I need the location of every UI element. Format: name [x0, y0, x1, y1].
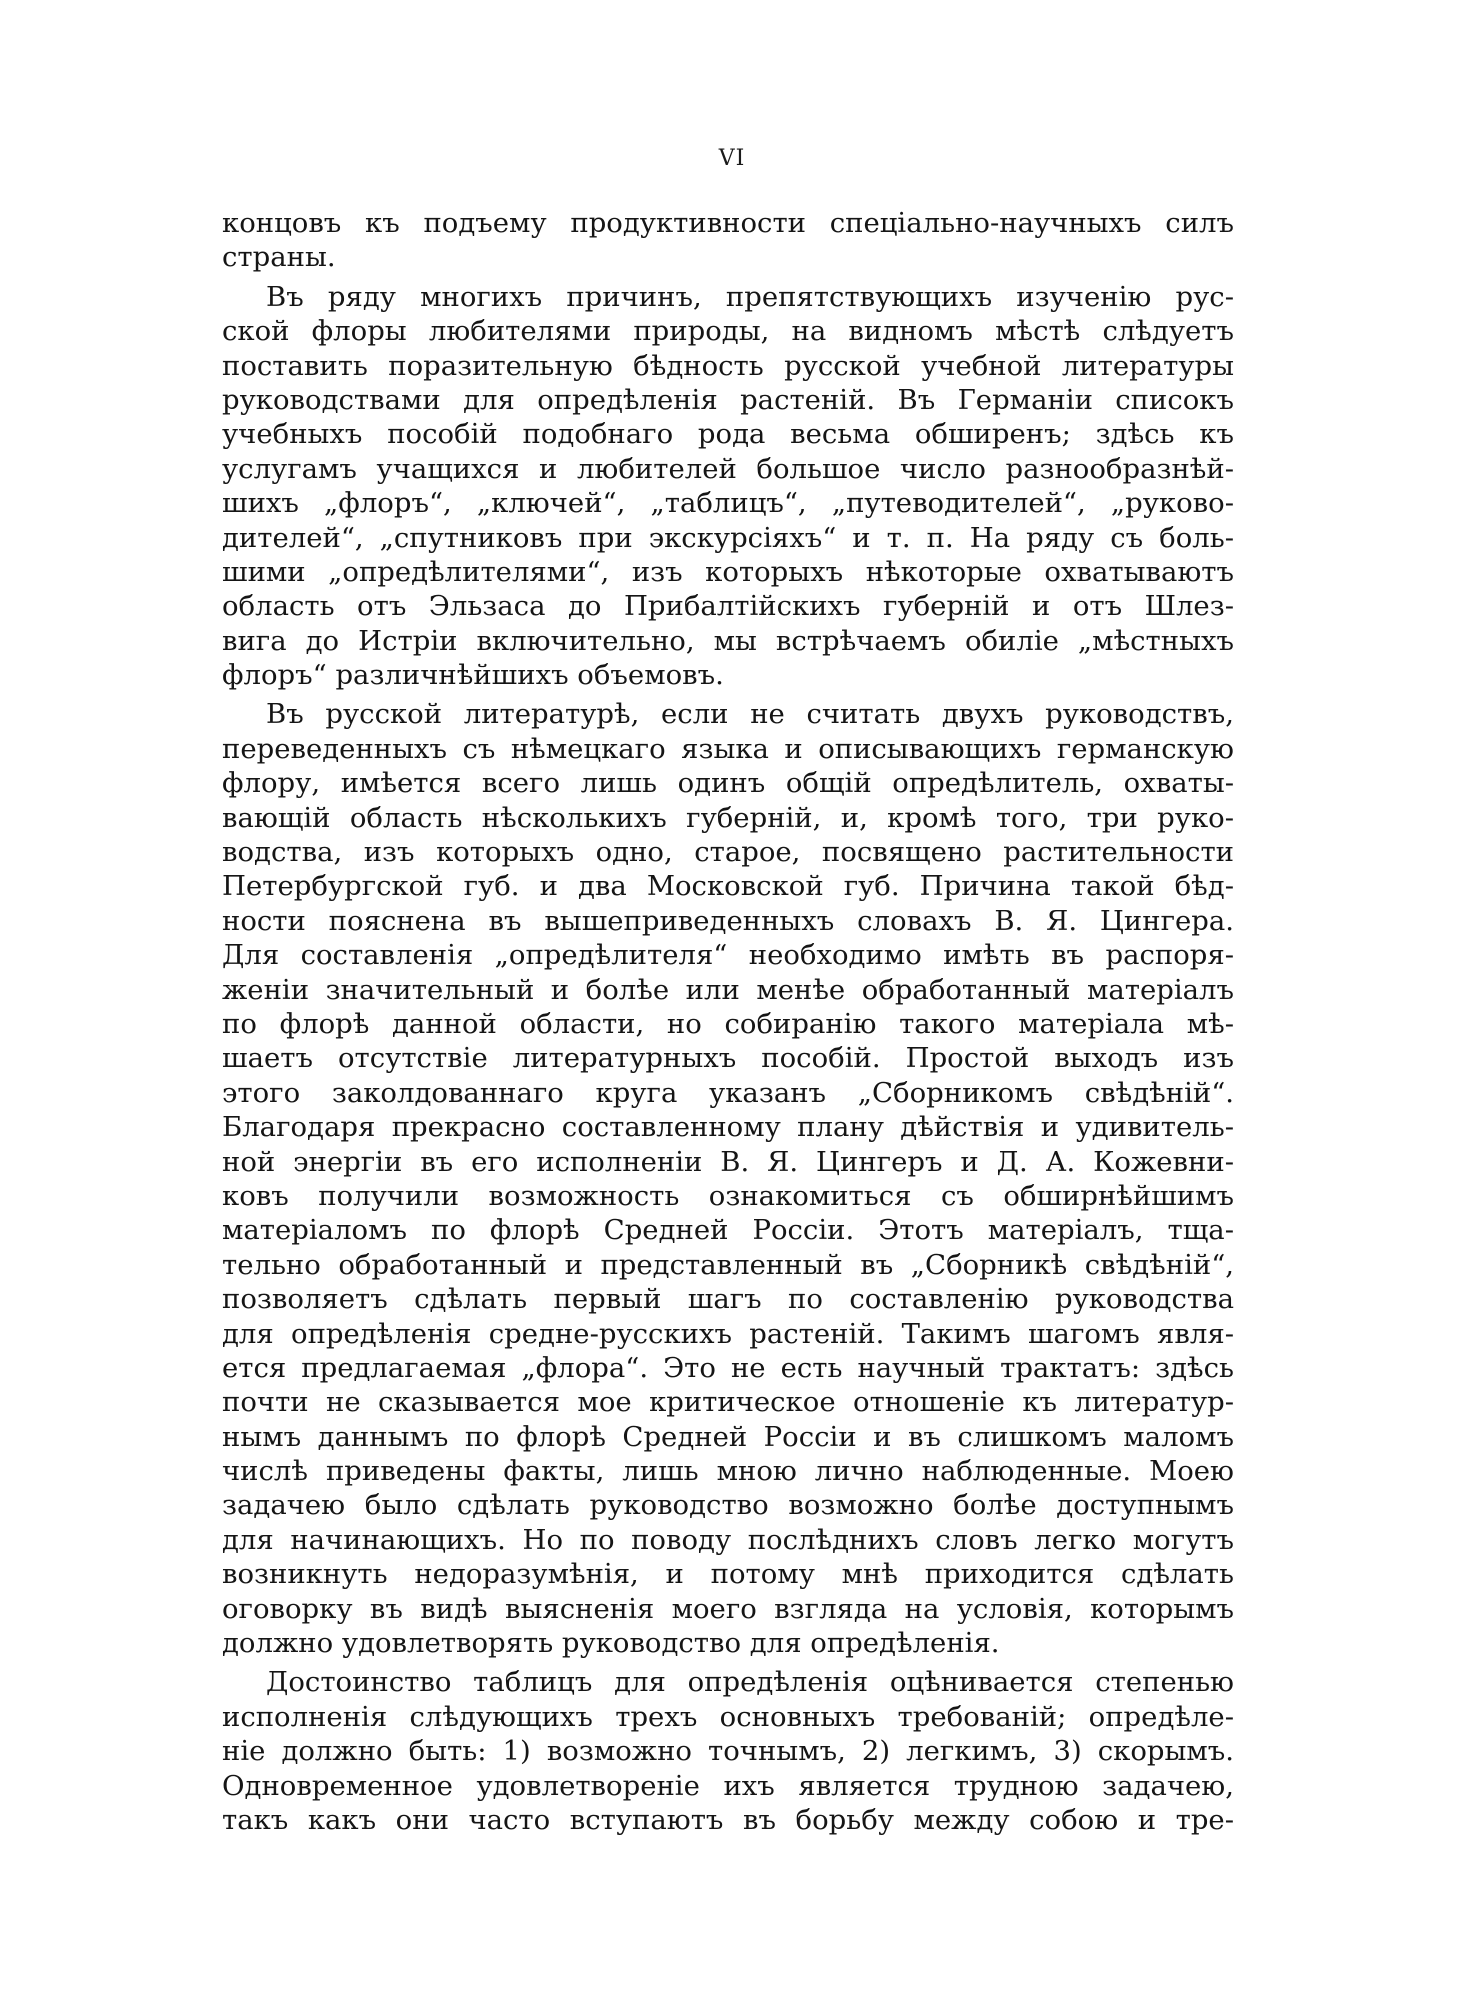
text-line: Въ русской литературѣ, если не считать двухъ руководствъ, [266, 698, 1234, 731]
text-line: ется предлагаемая „флора“. Это не есть научный трактатъ: здѣсь [222, 1351, 1234, 1384]
text-line: флору, имѣется всего лишь одинъ общій опредѣлитель, охваты- [222, 767, 1234, 800]
text-line: ной энергіи въ его исполненіи В. Я. Цингеръ и Д. А. Кожевни- [222, 1145, 1234, 1178]
text-line: вающій область нѣсколькихъ губерній, и, кромѣ того, три руко- [222, 801, 1234, 834]
text-line: шаетъ отсутствіе литературныхъ пособій. Простой выходъ изъ [222, 1042, 1234, 1075]
text-line: нымъ даннымъ по флорѣ Средней Россіи и въ слишкомъ маломъ [222, 1420, 1234, 1453]
text-line: флоръ“ различнѣйшихъ объемовъ. [222, 659, 724, 692]
text-line: такъ какъ они часто вступаютъ въ борьбу между собою и тре- [222, 1803, 1234, 1836]
text-line: матеріаломъ по флорѣ Средней Россіи. Этотъ матеріалъ, тща- [222, 1214, 1234, 1247]
text-line: поставить поразительную бѣдность русской учебной литературы [222, 349, 1234, 382]
text-line: по флорѣ данной области, но собиранію такого матеріала мѣ- [222, 1007, 1234, 1040]
text-line: тельно обработанный и представленный въ „Сборникѣ свѣдѣній“, [222, 1248, 1234, 1281]
text-line: руководствами для опредѣленія растеній. Въ Германіи списокъ [222, 383, 1234, 416]
text-line: вига до Истріи включительно, мы встрѣчаемъ обиліе „мѣстныхъ [222, 624, 1234, 657]
text-line: Достоинство таблицъ для опредѣленія оцѣнивается степенью [266, 1666, 1234, 1699]
text-line: этого заколдованнаго круга указанъ „Сборникомъ свѣдѣній“. [222, 1076, 1234, 1109]
text-line: Для составленія „опредѣлителя“ необходимо имѣть въ распоря- [222, 939, 1234, 972]
text-line: Одновременное удовлетвореніе ихъ является трудною задачею, [222, 1769, 1234, 1802]
text-line: почти не сказывается мое критическое отношеніе къ литератур- [222, 1386, 1234, 1419]
text-line: водства, изъ которыхъ одно, старое, посвящено растительности [222, 836, 1234, 869]
text-line: позволяетъ сдѣлать первый шагъ по составленію руководства [222, 1283, 1234, 1316]
text-line: числѣ приведены факты, лишь мною лично наблюденные. Моею [222, 1455, 1234, 1488]
text-line: ковъ получили возможность ознакомиться съ обширнѣйшимъ [222, 1179, 1234, 1212]
text-line: Петербургской губ. и два Московской губ. Причина такой бѣд- [222, 870, 1234, 903]
text-line: дителей“, „спутниковъ при экскурсіяхъ“ и т. п. На ряду съ боль- [222, 521, 1234, 554]
text-line: Благодаря прекрасно составленному плану дѣйствія и удивитель- [222, 1111, 1234, 1144]
text-line: оговорку въ видѣ выясненія моего взгляда на условія, которымъ [222, 1592, 1234, 1625]
text-line: шихъ „флоръ“, „ключей“, „таблицъ“, „путеводителей“, „руково- [222, 487, 1234, 520]
text-line: исполненія слѣдующихъ трехъ основныхъ требованій; опредѣле- [222, 1700, 1234, 1733]
text-line: ніе должно быть: 1) возможно точнымъ, 2) легкимъ, 3) скорымъ. [222, 1735, 1234, 1768]
text-line: для опредѣленія средне-русскихъ растеній. Такимъ шагомъ явля- [222, 1317, 1234, 1350]
text-line: для начинающихъ. Но по поводу послѣднихъ словъ легко могутъ [222, 1523, 1234, 1556]
text-line: Въ ряду многихъ причинъ, препятствующихъ изученію рус- [266, 280, 1234, 313]
text-line: переведенныхъ съ нѣмецкаго языка и описывающихъ германскую [222, 732, 1234, 765]
text-line: ской флоры любителями природы, на видномъ мѣстѣ слѣдуетъ [222, 315, 1234, 348]
text-line: возникнуть недоразумѣнія, и потому мнѣ приходится сдѣлать [222, 1558, 1234, 1591]
text-line: задачею было сдѣлать руководство возможно болѣе доступнымъ [222, 1489, 1234, 1522]
text-line: концовъ къ подъему продуктивности спеціально-научныхъ силъ [222, 207, 1234, 239]
text-line: учебныхъ пособій подобнаго рода весьма обширенъ; здѣсь къ [222, 418, 1234, 451]
text-line: ности пояснена въ вышеприведенныхъ словахъ В. Я. Цингера. [222, 904, 1234, 937]
text-line: женіи значительный и болѣе или менѣе обработанный матеріалъ [222, 973, 1234, 1006]
text-line: должно удовлетворять руководство для опредѣленія. [222, 1627, 1000, 1660]
text-line: услугамъ учащихся и любителей большое число разнообразнѣй- [222, 452, 1234, 485]
text-line: область отъ Эльзаса до Прибалтійскихъ губерній и отъ Шлез- [222, 590, 1234, 623]
page-number: VI [718, 146, 746, 171]
text-line: шими „опредѣлителями“, изъ которыхъ нѣкоторые охватываютъ [222, 555, 1234, 588]
body-text [222, 206, 1234, 1837]
text-line: страны. [222, 241, 336, 274]
